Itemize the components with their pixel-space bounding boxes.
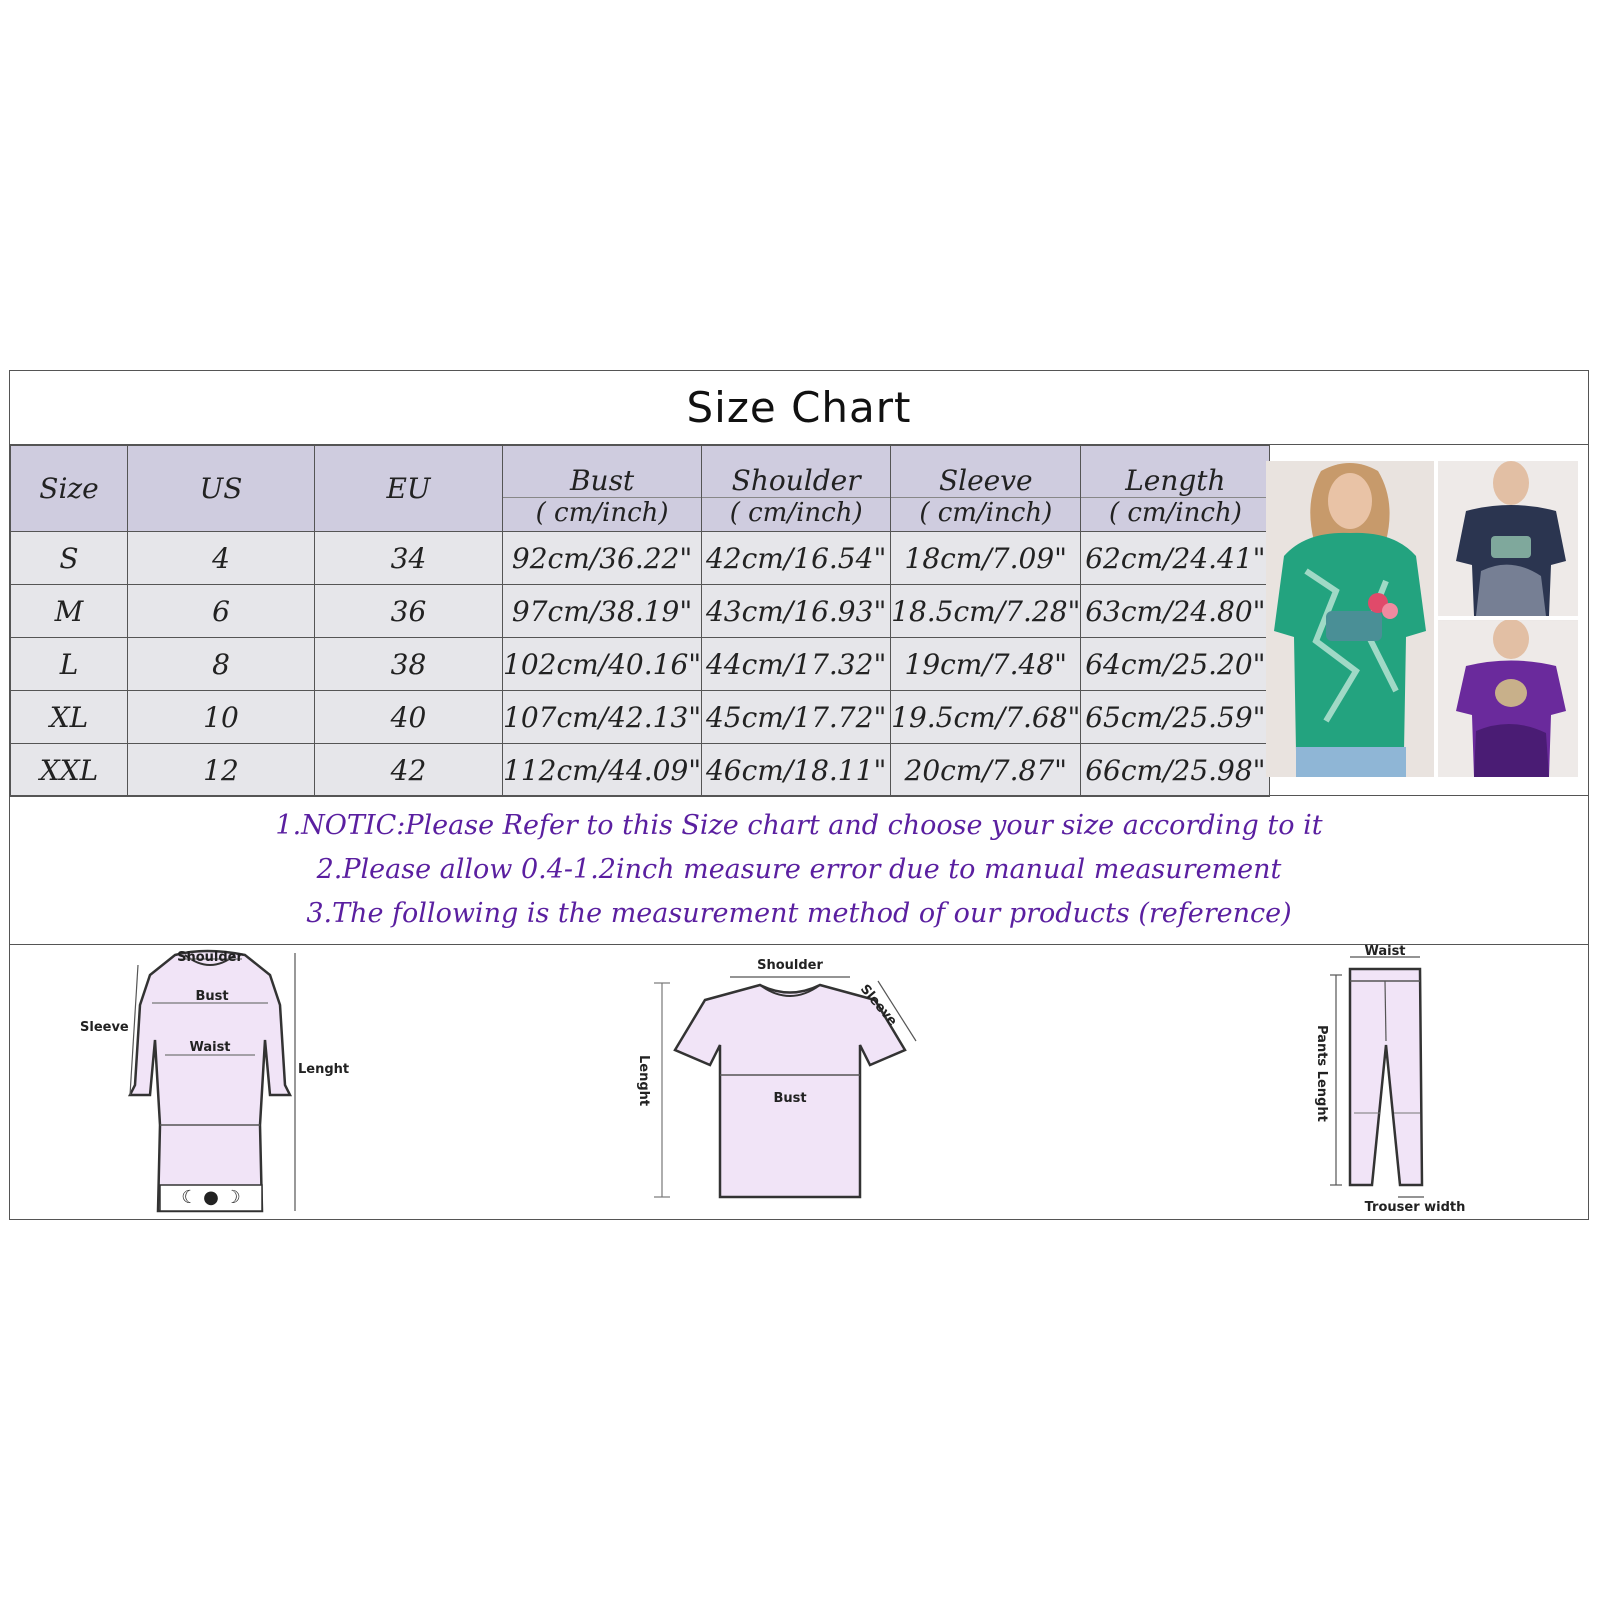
header-sleeve: Sleeve xyxy=(891,446,1081,498)
dress-waist-label: Waist xyxy=(189,1040,231,1055)
cell-eu: 40 xyxy=(315,691,503,744)
pants-width-label: Trouser width xyxy=(1364,1200,1466,1215)
header-bust: Bust xyxy=(503,446,702,498)
size-notes xyxy=(10,795,1588,945)
header-length-unit: ( cm/inch) xyxy=(1081,498,1270,532)
pants-measure-diagram xyxy=(1310,945,1510,1217)
tshirt-sleeve-label: Sleeve xyxy=(856,981,900,1029)
cell-size: S xyxy=(11,532,128,585)
size-chart-frame xyxy=(9,370,1589,1220)
cell-length: 66cm/25.98" xyxy=(1081,744,1270,797)
cell-eu: 36 xyxy=(315,585,503,638)
cell-sleeve: 19.5cm/7.68" xyxy=(891,691,1081,744)
dress-measure-diagram xyxy=(80,945,360,1217)
table-row xyxy=(11,532,1270,585)
cell-us: 10 xyxy=(128,691,315,744)
cell-us: 6 xyxy=(128,585,315,638)
table-row xyxy=(11,638,1270,691)
cell-length: 62cm/24.41" xyxy=(1081,532,1270,585)
size-table xyxy=(10,445,1270,797)
cell-size: XXL xyxy=(11,744,128,797)
cell-us: 12 xyxy=(128,744,315,797)
tshirt-bust-label: Bust xyxy=(773,1091,807,1106)
chart-title: Size Chart xyxy=(10,371,1588,445)
pants-length-label: Pants Lenght xyxy=(1314,1025,1329,1122)
cell-sleeve: 18cm/7.09" xyxy=(891,532,1081,585)
model-photo-green xyxy=(1266,461,1434,777)
cell-shoulder: 45cm/17.72" xyxy=(702,691,891,744)
header-bust-unit: ( cm/inch) xyxy=(503,498,702,532)
note-line-2: 2.Please allow 0.4-1.2inch measure error due to manual measurement xyxy=(316,854,1282,885)
cell-eu: 34 xyxy=(315,532,503,585)
cell-shoulder: 43cm/16.93" xyxy=(702,585,891,638)
dress-sleeve-label: Sleeve xyxy=(80,1020,129,1035)
cell-shoulder: 46cm/18.11" xyxy=(702,744,891,797)
table-row xyxy=(11,585,1270,638)
cell-bust: 92cm/36.22" xyxy=(503,532,702,585)
cell-size: M xyxy=(11,585,128,638)
cell-shoulder: 44cm/17.32" xyxy=(702,638,891,691)
header-size: Size xyxy=(11,446,128,532)
header-shoulder-unit: ( cm/inch) xyxy=(702,498,891,532)
cell-shoulder: 42cm/16.54" xyxy=(702,532,891,585)
cell-eu: 38 xyxy=(315,638,503,691)
header-sleeve-unit: ( cm/inch) xyxy=(891,498,1081,532)
header-us: US xyxy=(128,446,315,532)
cell-eu: 42 xyxy=(315,744,503,797)
cell-us: 4 xyxy=(128,532,315,585)
tshirt-shoulder-label: Shoulder xyxy=(757,958,823,973)
cell-size: XL xyxy=(11,691,128,744)
tshirt-measure-diagram xyxy=(620,945,950,1217)
cell-bust: 102cm/40.16" xyxy=(503,638,702,691)
cell-length: 65cm/25.59" xyxy=(1081,691,1270,744)
cell-length: 64cm/25.20" xyxy=(1081,638,1270,691)
cell-us: 8 xyxy=(128,638,315,691)
table-row xyxy=(11,691,1270,744)
header-shoulder: Shoulder xyxy=(702,446,891,498)
cell-bust: 97cm/38.19" xyxy=(503,585,702,638)
cell-bust: 107cm/42.13" xyxy=(503,691,702,744)
pants-waist-label: Waist xyxy=(1364,945,1406,959)
product-photo-collage xyxy=(1266,461,1578,777)
header-eu: EU xyxy=(315,446,503,532)
dress-shoulder-label: Shoulder xyxy=(177,950,243,965)
note-line-3: 3.The following is the measurement method of our products (reference) xyxy=(306,898,1292,929)
tshirt-length-label: Lenght xyxy=(636,1055,651,1107)
dress-bust-label: Bust xyxy=(195,989,229,1004)
note-line-1: 1.NOTIC:Please Refer to this Size chart and choose your size according to it xyxy=(275,810,1323,841)
dress-length-label: Lenght xyxy=(298,1062,350,1077)
cell-bust: 112cm/44.09" xyxy=(503,744,702,797)
svg-text:☾ ● ☽: ☾ ● ☽ xyxy=(181,1187,241,1208)
model-photo-purple xyxy=(1438,619,1578,777)
cell-size: L xyxy=(11,638,128,691)
cell-length: 63cm/24.80" xyxy=(1081,585,1270,638)
header-length: Length xyxy=(1081,446,1270,498)
model-photo-navy xyxy=(1438,461,1578,616)
cell-sleeve: 18.5cm/7.28" xyxy=(891,585,1081,638)
cell-sleeve: 19cm/7.48" xyxy=(891,638,1081,691)
cell-sleeve: 20cm/7.87" xyxy=(891,744,1081,797)
table-row xyxy=(11,744,1270,797)
